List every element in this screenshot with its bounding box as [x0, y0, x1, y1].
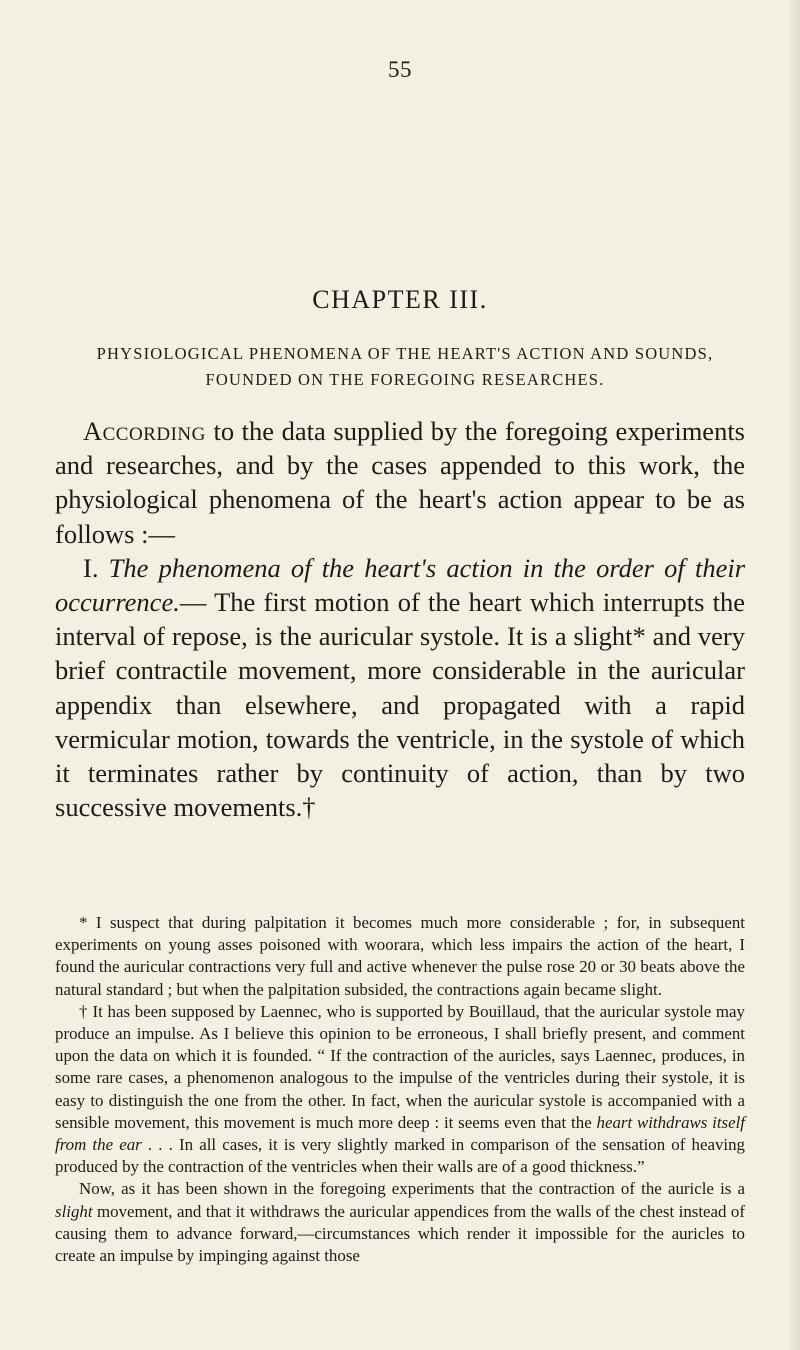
footnote-continuation [55, 1178, 745, 1267]
paragraph-lead-word: According [83, 416, 206, 446]
footnotes [55, 912, 745, 1267]
chapter-subtitle-line-1: PHYSIOLOGICAL PHENOMENA OF THE HEART'S ACTION AND SOUNDS, [96, 344, 714, 363]
paragraph-intro [55, 414, 745, 551]
section-numeral: I. [83, 552, 109, 583]
section-heading-italic: The phenomena of the heart's action in the order of their occurrence. [55, 552, 746, 618]
chapter-title: CHAPTER III. [312, 285, 488, 314]
footnote-dagger-italic: heart withdraws itself from the ear [55, 1112, 746, 1155]
page-edge-shadow [786, 0, 800, 1350]
paragraph-phenomena [55, 551, 745, 825]
paragraph-phenomena-text: — The first motion of the heart which interrupts the interval of repose, is the auricular systole. It is a slight* and very brief contractile movement, more considerable in the auricular appendix than elsewhere, and propagated with a rapid vermicular motion, towards the ventricle, in the systole of which it terminates rather by continuity of action, than by two successive movements.† [55, 587, 745, 823]
footnote-dagger-text-2: . . . In all cases, it is very slightly marked in comparison of the sensation of heaving produced by the contraction of the ventricles when their walls are of a good thickness.” [55, 1135, 745, 1177]
footnote-dagger-text-1: † It has been supposed by Laennec, who is supported by Bouillaud, that the auricular systole may produce an impulse. As I believe this opinion to be erroneous, I shall briefly present, and comment upon the data on which it is founded. “ If the contraction of the auricles, says Laennec, produces, in some rare cases, a phenomenon analogous to the impulse of the ventricles during their systole, it is easy to distinguish the one from the other. In fact, when the auricular systole is accompanied with a sensible movement, this movement is much more deep : it seems even that the [55, 1001, 745, 1132]
paragraph-intro-text: to the data supplied by the foregoing experiments and researches, and by the cases appended to this work, the physiological phenomena of the heart's action appear to be as follows :— [55, 416, 745, 549]
footnote-asterisk: * I suspect that during palpitation it becomes much more considerable ; for, in subsequent experiments on young asses poisoned with woorara, which less impairs the action of the heart, I found the auricular contractions very full and active whenever the pulse rose 20 or 30 beats above the natural standard ; but when the palpitation subsided, the contractions again became slight. [55, 913, 745, 999]
main-text [55, 414, 745, 824]
page-number: 55 [388, 57, 412, 82]
footnote-continuation-text-2: movement, and that it withdraws the auricular appendices from the walls of the chest instead of causing them to advance forward,—circumstances which render it impossible for the auricles to create an impulse by impinging against those [55, 1201, 745, 1266]
footnote-continuation-text-1: Now, as it has been shown in the foregoing experiments that the contraction of the auricle is a [79, 1179, 745, 1199]
footnote-dagger [55, 1001, 745, 1179]
chapter-subtitle-line-2: FOUNDED ON THE FOREGOING RESEARCHES. [205, 370, 605, 389]
footnote-continuation-italic: slight [55, 1201, 93, 1221]
